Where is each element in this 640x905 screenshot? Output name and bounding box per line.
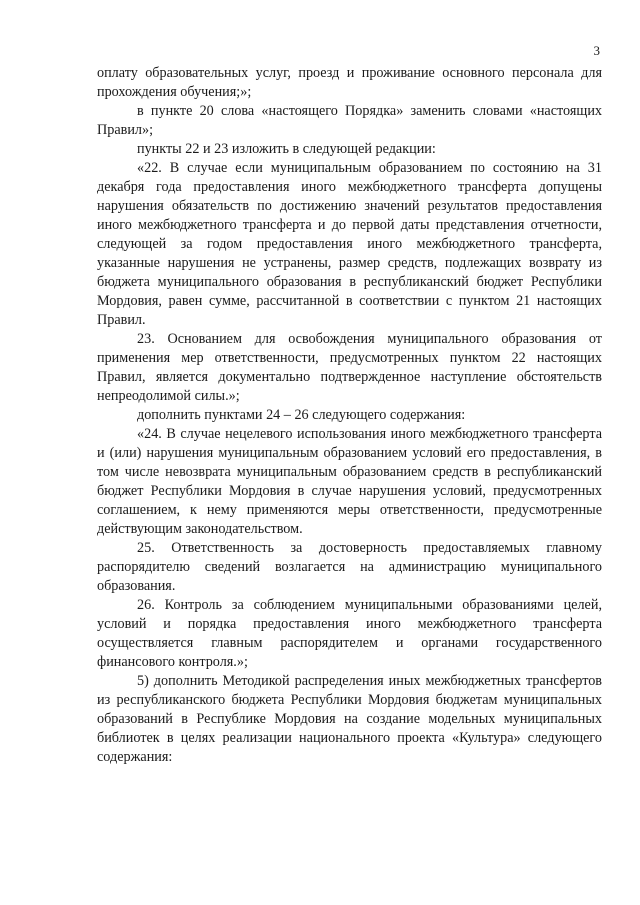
document-body (97, 64, 602, 767)
paragraph-item-23: 23. Основанием для освобождения муниципального образования от применения мер ответственности, предусмотренных пунктом 22 настоящих Правил, является документально подтвержденное наступление обстоятельств непреодолимой силы.»; (97, 331, 602, 404)
paragraph-item-26: 26. Контроль за соблюдением муниципальными образованиями целей, условий и порядка предоставления иного межбюджетного трансферта осуществляется главным распорядителем и органами государственного финансового контроля.»; (97, 597, 602, 670)
paragraph-continuation: оплату образовательных услуг, проезд и проживание основного персонала для прохождения обучения;»; (97, 65, 602, 100)
paragraph-items-22-23-intro: пункты 22 и 23 изложить в следующей редакции: (137, 141, 436, 157)
paragraph-item-20-amendment: в пункте 20 слова «настоящего Порядка» заменить словами «настоящих Правил»; (97, 103, 602, 138)
page-number: 3 (593, 43, 600, 58)
paragraph-item-25: 25. Ответственность за достоверность предоставляемых главному распорядителю сведений возлагается на администрацию муниципального образования. (97, 540, 602, 594)
paragraph-item-24: «24. В случае нецелевого использования иного межбюджетного трансферта и (или) нарушения муниципальным образованием условий его предоставления, в том числе невозврата муниципальным образованием средств в республиканский бюджет Республики Мордовия в случае нарушения условий, предусмотренных соглашением, к нему применяются меры ответственности, предусмотренные действующим законодательством. (97, 426, 602, 537)
paragraph-item-22: «22. В случае если муниципальным образованием по состоянию на 31 декабря года предоставления иного межбюджетного трансферта допущены нарушения обязательств по достижению значений результатов предоставления иного межбюджетного трансферта и до первой даты представления отчетности, следующей за годом предоставления иного межбюджетного трансферта, указанные нарушения не устранены, размер средств, подлежащих возврату из бюджета муниципального образования в республиканский бюджет Республики Мордовия, равен сумме, рассчитанной в соответствии с пунктом 21 настоящих Правил. (97, 160, 602, 328)
paragraph-item-5-methodology: 5) дополнить Методикой распределения иных межбюджетных трансфертов из республиканского бюджета Республики Мордовия бюджетам муниципальных образований в Республике Мордовия на создание модельных муниципальных библиотек в целях реализации национального проекта «Культура» следующего содержания: (97, 673, 602, 765)
paragraph-items-24-26-intro: дополнить пунктами 24 – 26 следующего содержания: (137, 407, 466, 423)
